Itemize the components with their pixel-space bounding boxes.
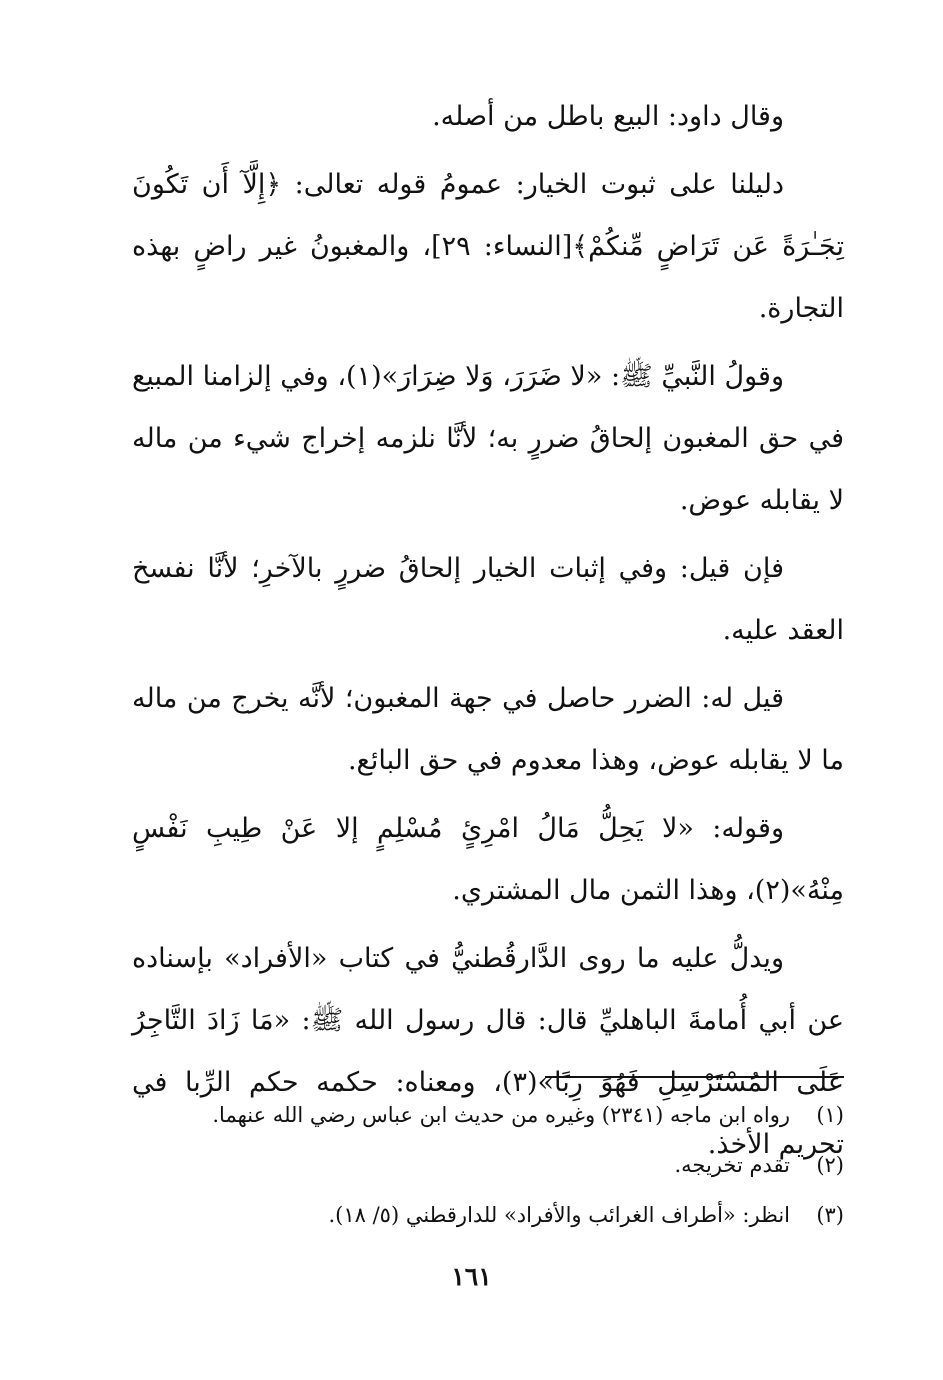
paragraph-hadith-wealth: وقوله: «لا يَحِلُّ مَالُ امْرِئٍ مُسْلِمٍ إلا عَنْ طِيبِ نَفْسٍ مِنْهُ»(٢)، وهذا الثمن مال المشتري. (132, 813, 844, 906)
paragraph-reply: قيل له: الضرر حاصل في جهة المغبون؛ لأنَّه يخرج من ماله ما لا يقابله عوض، وهذا معدوم في حق البائع. (132, 683, 844, 776)
footnote-text: انظر: «أطراف الغرائب والأفراد» للدارقطني (٥/ ١٨). (328, 1203, 790, 1227)
paragraph-hadith-no-harm: وقولُ النَّبيِّ ﷺ: «لا ضَرَرَ، وَلا ضِرَارَ»(١)، وفي إلزامنا المبيع في حق المغبون إلحاقُ ضررٍ به؛ لأنَّا نلزمه إخراج شيء من ماله لا يقابله عوض. (132, 361, 844, 516)
footnote-number: (١) (816, 1103, 844, 1127)
footnote-item (140, 1190, 844, 1240)
footnotes (140, 1090, 844, 1240)
paragraph-evidence: دليلنا على ثبوت الخيار: عمومُ قوله تعالى: ﴿إِلَّآ أَن تَكُونَ تِجَـٰرَةً عَن تَرَاضٍ مِّنكُمْ﴾[النساء: ٢٩]، والمغبونُ غير راضٍ بهذه التجارة. (132, 169, 844, 324)
footnote-text: تقدم تخريجه. (674, 1153, 790, 1177)
page-number: ١٦١ (451, 1262, 492, 1291)
footnote-item (140, 1090, 844, 1140)
paragraph-daraqutni: ويدلُّ عليه ما روى الدَّارقُطنيُّ في كتاب «الأفراد» بإسناده عن أبي أُمامةَ الباهليِّ قال: قال رسول الله ﷺ: «مَا زَادَ التَّاجِرُ عَلَى المُسْتَرْسِلِ فَهُوَ رِبًا»(٣)، ومعناه: حكمه حكم الرِّبا في تحريم الأخذ. (132, 943, 844, 1160)
main-text (132, 86, 844, 1182)
footnote-separator (545, 1076, 844, 1078)
footnote-text: رواه ابن ماجه (٢٣٤١) وغيره من حديث ابن عباس رضي الله عنهما. (212, 1103, 790, 1127)
paragraph-dawud: وقال داود: البيع باطل من أصله. (432, 101, 784, 132)
footnote-item (140, 1140, 844, 1190)
paragraph-objection: فإن قيل: وفي إثبات الخيار إلحاقُ ضررٍ بالآخرِ؛ لأنَّا نفسخ العقد عليه. (132, 553, 844, 646)
footnote-number: (٢) (816, 1153, 844, 1177)
footnote-number: (٣) (816, 1203, 844, 1227)
